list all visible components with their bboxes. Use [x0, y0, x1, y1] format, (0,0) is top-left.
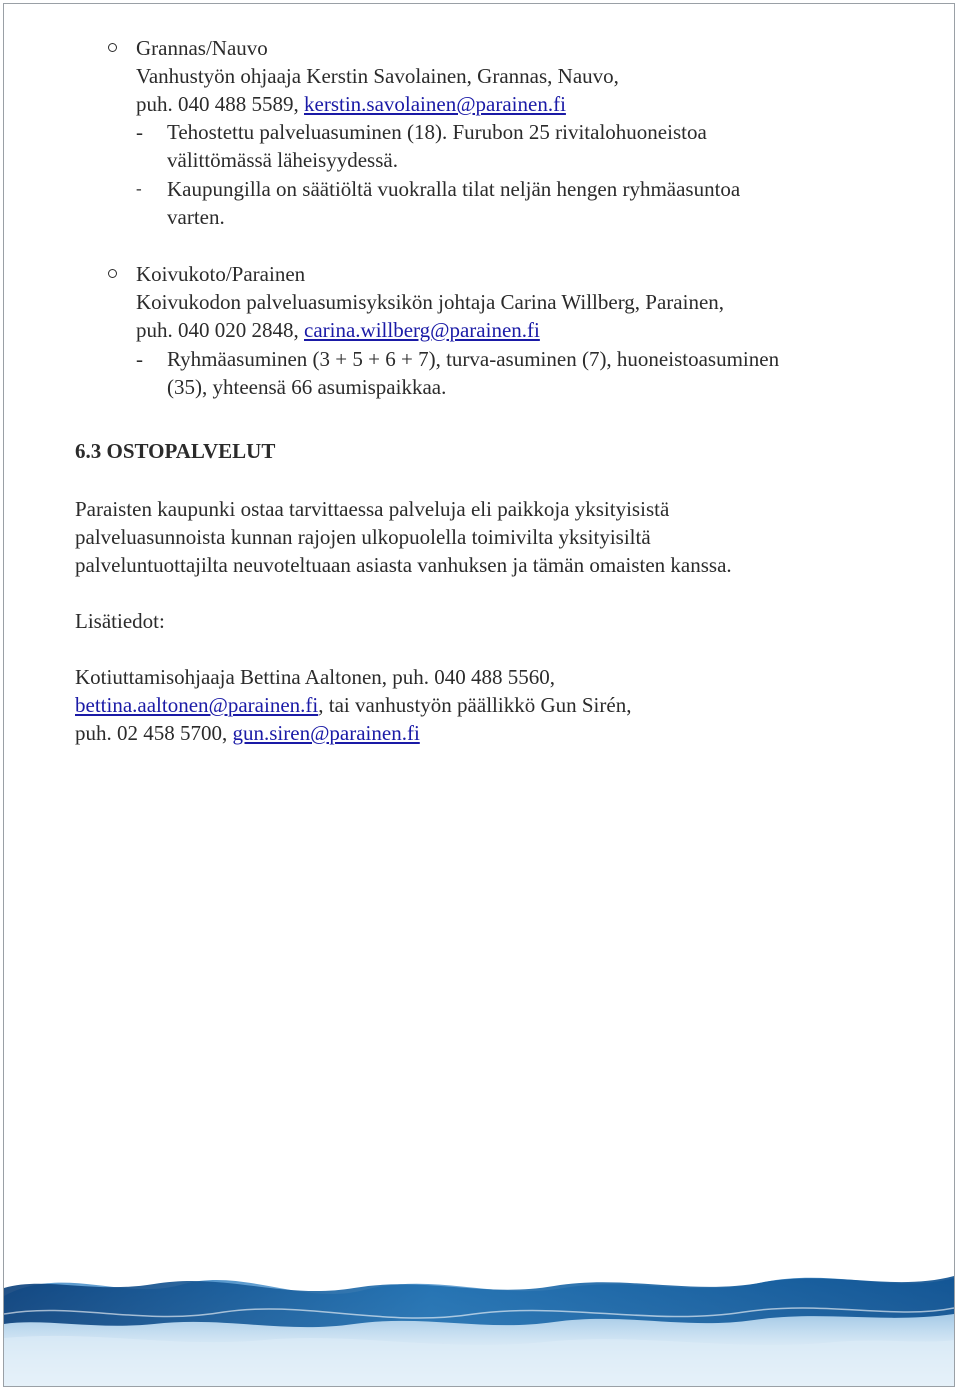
section1-phone-text: puh. 040 488 5589, [136, 92, 304, 116]
contact-line [75, 691, 631, 719]
dash-marker: - [136, 347, 143, 371]
contact-line2-text: , tai vanhustyön päällikkö Gun Sirén, [318, 693, 632, 717]
section2-contact-line: Koivukodon palveluasumisyksikön johtaja Carina Willberg, Parainen, [136, 290, 725, 314]
section2-contact-phone [136, 316, 540, 344]
more-info-label: Lisätiedot: [75, 609, 165, 633]
section1-item2-line1: Kaupungilla on säätiöltä vuokralla tilat neljän hengen ryhmäasuntoa [167, 177, 741, 201]
section1-contact-phone [136, 90, 566, 118]
contact-email2-link[interactable]: gun.siren@parainen.fi [232, 721, 420, 745]
contact-email1-link[interactable]: bettina.aaltonen@parainen.fi [75, 693, 319, 717]
contact-phone-text: puh. 02 458 5700, [75, 721, 233, 745]
section1-contact-line: Vanhustyön ohjaaja Kerstin Savolainen, Grannas, Nauvo, [136, 64, 619, 88]
dash-marker: - [136, 120, 143, 144]
section2-email-link[interactable]: carina.willberg@parainen.fi [304, 318, 540, 342]
water-wave-decoration [4, 1254, 954, 1386]
paragraph-line: palveluasunnoista kunnan rajojen ulkopuolella toimivilta yksityisiltä [75, 525, 651, 549]
section2-title: Koivukoto/Parainen [136, 262, 306, 286]
paragraph-line: palveluntuottajilta neuvoteltuaan asiasta vanhuksen ja tämän omaisten kanssa. [75, 553, 732, 577]
contact-line [75, 719, 420, 747]
section2-phone-text: puh. 040 020 2848, [136, 318, 304, 342]
section1-item2-line2: varten. [167, 205, 225, 229]
paragraph-line: Paraisten kaupunki ostaa tarvittaessa palveluja eli paikkoja yksityisistä [75, 497, 670, 521]
section1-email-link[interactable]: kerstin.savolainen@parainen.fi [304, 92, 566, 116]
section-heading: 6.3 OSTOPALVELUT [75, 439, 276, 463]
bullet-circle-icon [108, 269, 117, 278]
dash-marker: - [136, 179, 142, 198]
contact-line: Kotiuttamisohjaaja Bettina Aaltonen, puh. 040 488 5560, [75, 665, 556, 689]
section2-item1-line2: (35), yhteensä 66 asumispaikkaa. [167, 375, 447, 399]
section1-item1-line2: välittömässä läheisyydessä. [167, 148, 398, 172]
section2-item1-line1: Ryhmäasuminen (3 + 5 + 6 + 7), turva-asuminen (7), huoneistoasuminen [167, 347, 780, 371]
bullet-circle-icon [108, 43, 117, 52]
section1-item1-line1: Tehostettu palveluasuminen (18). Furubon 25 rivitalohuoneistoa [167, 120, 707, 144]
section1-title: Grannas/Nauvo [136, 36, 268, 60]
